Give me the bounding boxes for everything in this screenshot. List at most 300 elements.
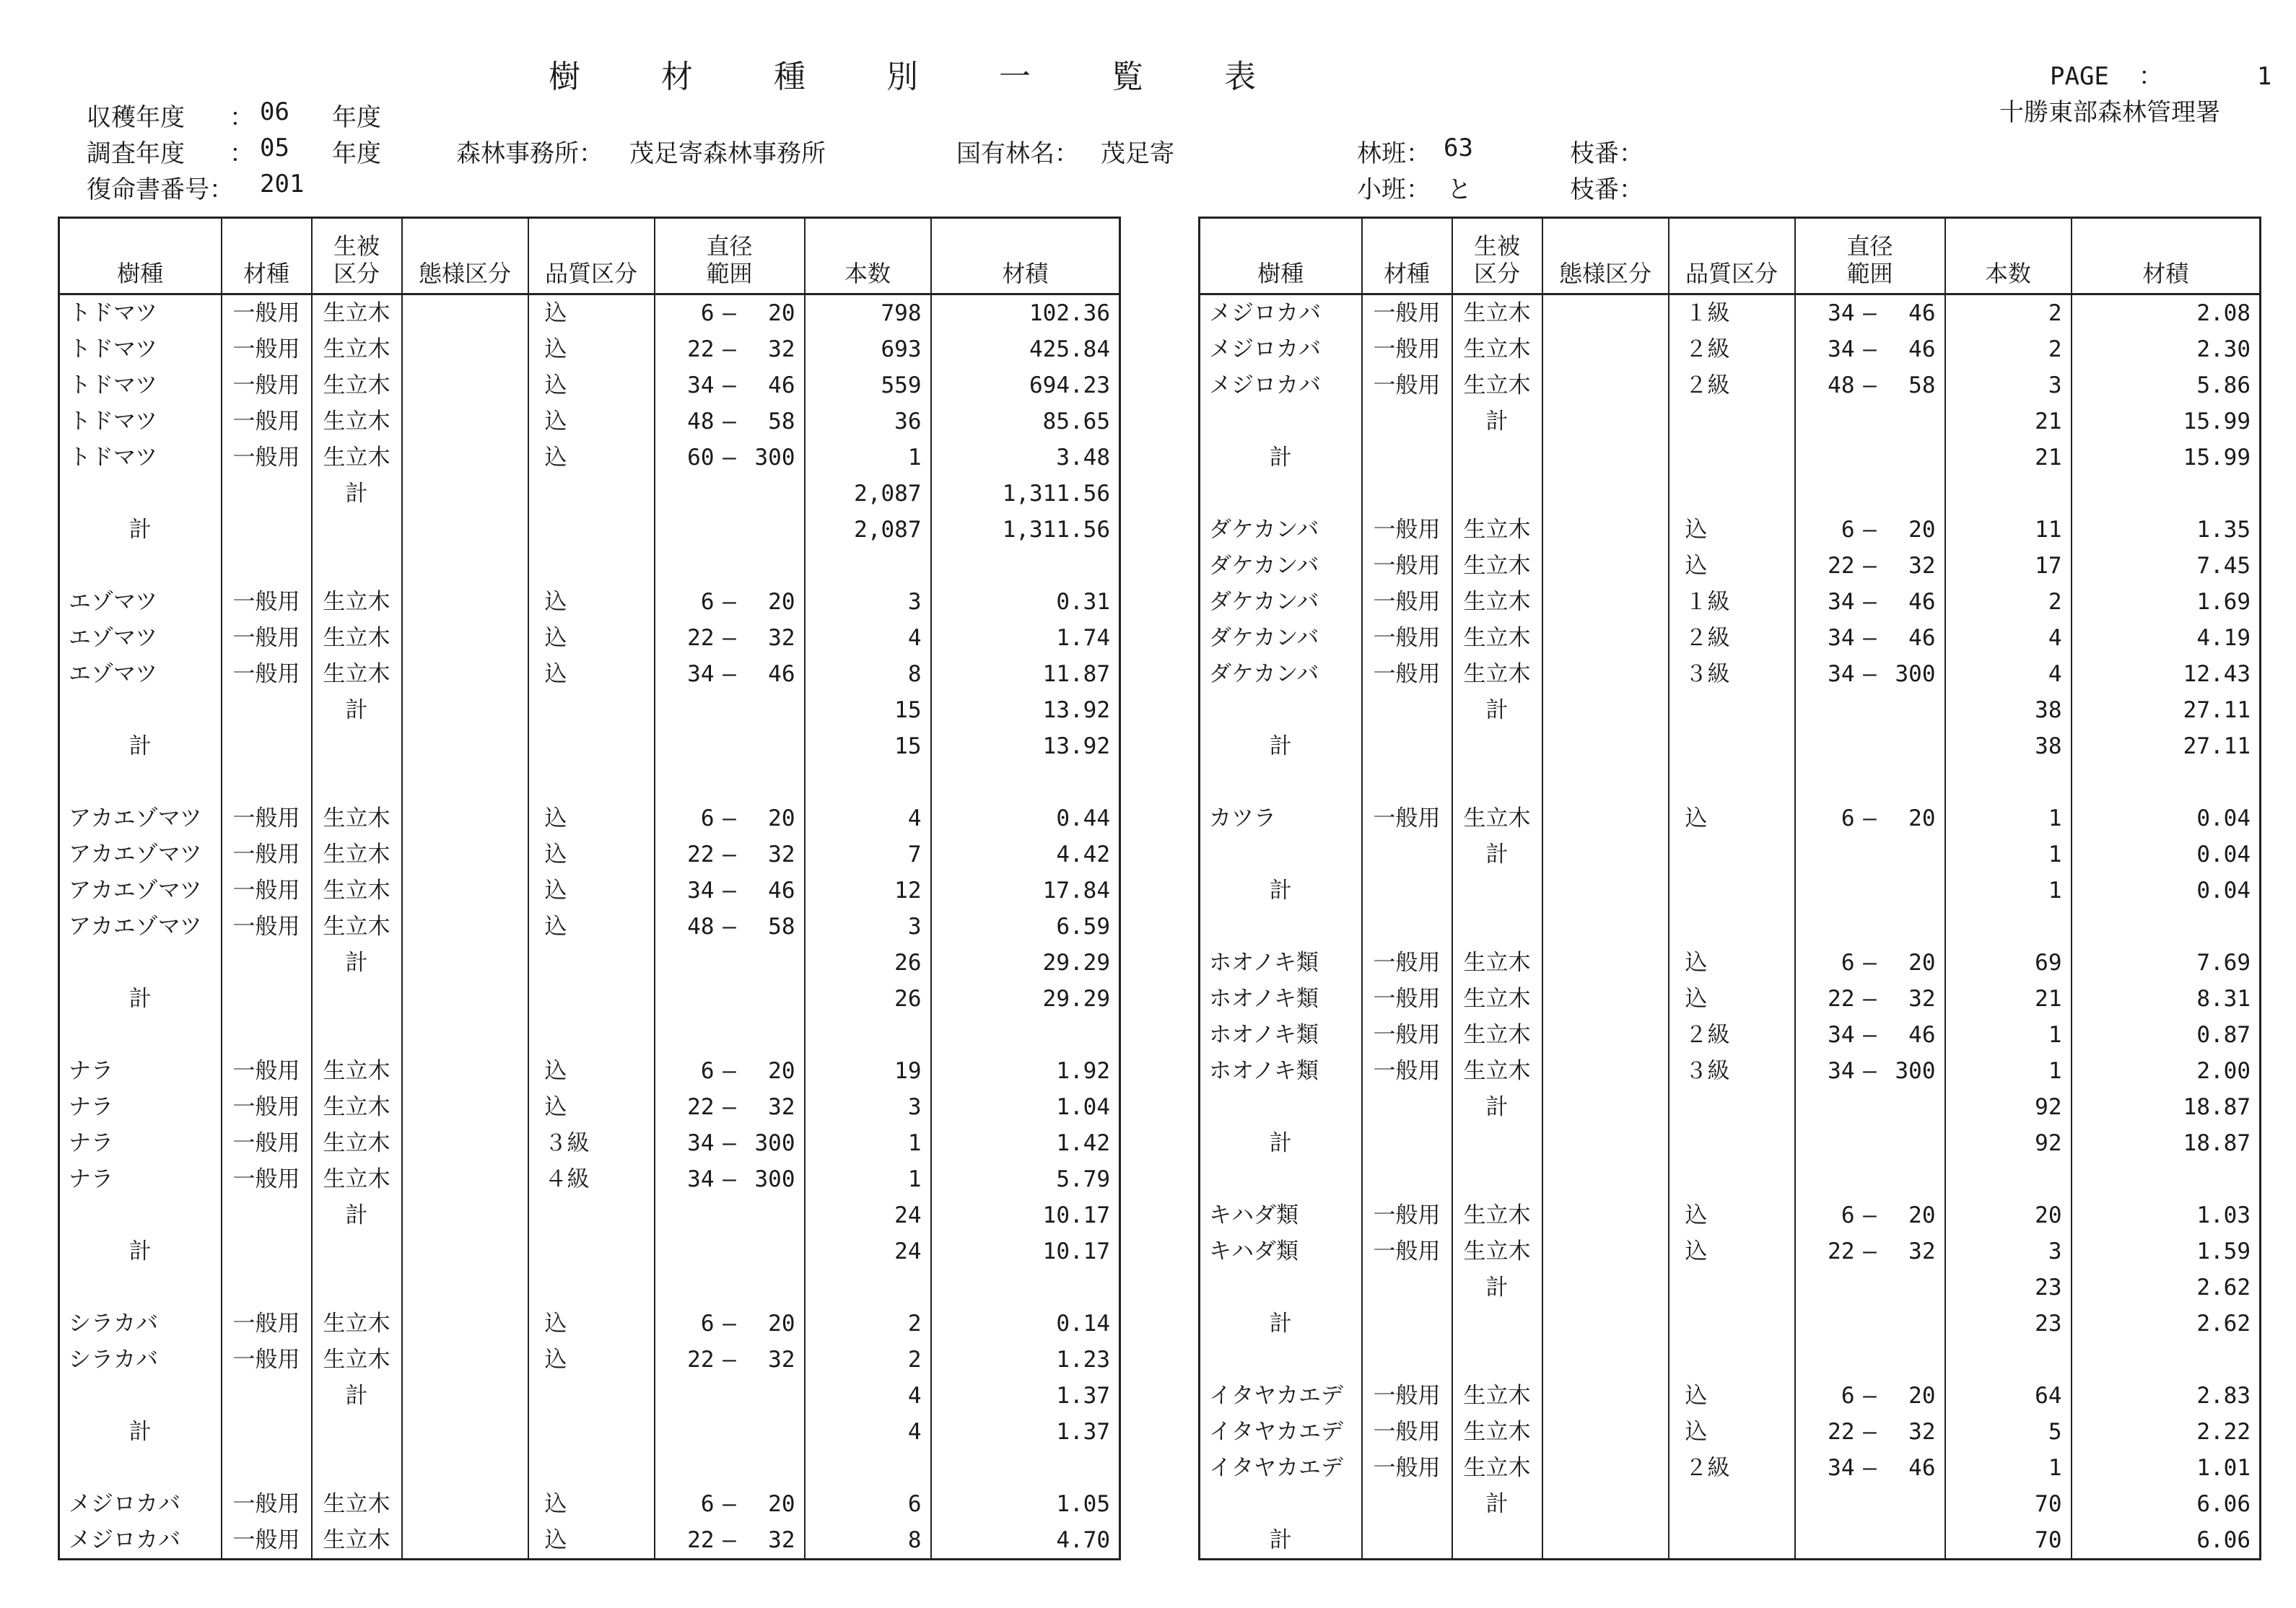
cell-count: 15 — [805, 692, 931, 728]
diameter-min: 34 — [687, 372, 715, 398]
cell-condition — [1542, 836, 1669, 873]
page-indicator — [2050, 56, 2271, 92]
cell-volume: 1.74 — [931, 620, 1120, 656]
cell-volume — [2072, 1342, 2261, 1378]
table-row — [1200, 1342, 2261, 1378]
cell-volume: 27.11 — [2072, 728, 2261, 764]
cell-species: 計 — [128, 1419, 152, 1445]
cell-quality — [1669, 692, 1795, 728]
diameter-min: 22 — [687, 625, 715, 651]
cell-condition — [1542, 692, 1669, 728]
cell-living: 生立木 — [1452, 1450, 1542, 1486]
rinpan-label: 林班： — [1357, 139, 1431, 168]
cell-living: 生立木 — [312, 584, 402, 620]
cell-volume: 8.31 — [2072, 981, 2261, 1017]
cell-material — [1362, 873, 1452, 909]
cell-diameter — [655, 476, 805, 512]
cell-material — [222, 1378, 312, 1414]
diameter-dash: — — [723, 1058, 736, 1084]
forest-office-label: 森林事務所： — [456, 139, 603, 168]
cell-quality: 込 — [528, 800, 655, 836]
cell-diameter — [655, 1270, 805, 1306]
cell-quality: 込 — [528, 331, 655, 367]
cell-material: 一般用 — [222, 1125, 312, 1161]
col-diameter — [655, 218, 805, 294]
table-row — [59, 1197, 1120, 1233]
cell-material — [1362, 692, 1452, 728]
cell-condition — [1542, 331, 1669, 367]
cell-condition — [1542, 1414, 1669, 1450]
diameter-max: 46 — [1908, 589, 1936, 615]
cell-species: ダケカンバ — [1209, 625, 1319, 651]
cell-condition — [402, 692, 528, 728]
diameter-dash: — — [723, 1094, 736, 1120]
cell-material: 一般用 — [1362, 1197, 1452, 1233]
cell-diameter — [655, 728, 805, 764]
cell-volume: 27.11 — [2072, 692, 2261, 728]
cell-count: 798 — [805, 294, 931, 332]
cell-count: 8 — [805, 656, 931, 692]
cell-count: 2 — [1945, 294, 2072, 332]
cell-diameter — [1795, 620, 1945, 656]
cell-condition — [402, 620, 528, 656]
table-row — [1200, 1378, 2261, 1414]
cell-species: メジロカバ — [1209, 300, 1321, 326]
cell-living: 計 — [312, 945, 402, 981]
cell-living: 生立木 — [1452, 800, 1542, 836]
cell-count: 5 — [1945, 1414, 2072, 1450]
table-row — [59, 1450, 1120, 1486]
cell-condition — [402, 440, 528, 476]
diameter-min: 22 — [687, 842, 715, 868]
cell-diameter — [1795, 1270, 1945, 1306]
cell-volume: 1,311.56 — [931, 512, 1120, 548]
cell-species: ダケカンバ — [1209, 589, 1319, 615]
cell-diameter — [655, 1017, 805, 1053]
cell-count: 6 — [805, 1486, 931, 1522]
cell-count: 4 — [805, 800, 931, 836]
diameter-dash: — — [723, 1527, 736, 1553]
cell-condition — [1542, 1378, 1669, 1414]
cell-volume: 0.14 — [931, 1306, 1120, 1342]
cell-diameter — [1795, 1233, 1945, 1270]
cell-condition — [1542, 1486, 1669, 1522]
cell-diameter — [1795, 1342, 1945, 1378]
diameter-max: 32 — [768, 1347, 795, 1373]
table-row — [1200, 909, 2261, 945]
cell-material — [222, 1017, 312, 1053]
cell-count: 1 — [1945, 1450, 2072, 1486]
diameter-dash: — — [723, 842, 736, 868]
cell-living: 生立木 — [312, 367, 402, 403]
cell-species: 計 — [128, 517, 152, 543]
cell-quality — [528, 1270, 655, 1306]
diameter-min: 48 — [687, 408, 715, 434]
cell-quality — [528, 1378, 655, 1414]
cell-count: 23 — [1945, 1270, 2072, 1306]
cell-species: ホオノキ類 — [1209, 986, 1319, 1012]
cell-count: 26 — [805, 981, 931, 1017]
table-row — [1200, 764, 2261, 800]
cell-diameter — [1795, 909, 1945, 945]
cell-species: 計 — [1269, 1130, 1292, 1156]
cell-living: 生立木 — [1452, 1197, 1542, 1233]
cell-quality: 込 — [528, 909, 655, 945]
cell-quality — [1669, 1161, 1795, 1197]
diameter-min: 6 — [1841, 950, 1855, 976]
cell-condition — [402, 584, 528, 620]
cell-material: 一般用 — [222, 1306, 312, 1342]
diameter-max: 46 — [1908, 300, 1936, 326]
survey-year-value: 05 — [260, 134, 289, 162]
cell-condition — [402, 764, 528, 800]
cell-count: 4 — [805, 1414, 931, 1450]
cell-living — [312, 1017, 402, 1053]
diameter-dash: — — [723, 1491, 736, 1517]
cell-condition — [402, 728, 528, 764]
diameter-max: 300 — [1895, 1058, 1936, 1084]
diameter-dash: — — [723, 445, 736, 471]
cell-material: 一般用 — [222, 1161, 312, 1197]
cell-condition — [402, 512, 528, 548]
cell-volume: 1.04 — [931, 1089, 1120, 1125]
cell-condition — [402, 1522, 528, 1560]
cell-living — [1452, 1522, 1542, 1560]
cell-volume: 5.79 — [931, 1161, 1120, 1197]
cell-material: 一般用 — [1362, 800, 1452, 836]
cell-condition — [1542, 367, 1669, 403]
diameter-max: 46 — [1908, 625, 1936, 651]
cell-quality: 込 — [528, 620, 655, 656]
cell-volume: 1.01 — [2072, 1450, 2261, 1486]
col-quality: 品質区分 — [528, 218, 655, 294]
cell-material: 一般用 — [222, 1486, 312, 1522]
cell-count — [805, 1450, 931, 1486]
cell-condition — [402, 294, 528, 332]
cell-diameter — [1795, 728, 1945, 764]
col-material: 材種 — [1362, 218, 1452, 294]
cell-diameter — [655, 1197, 805, 1233]
cell-diameter — [655, 1233, 805, 1270]
cell-species: 計 — [1269, 1527, 1292, 1553]
cell-living — [1452, 1306, 1542, 1342]
cell-quality: 込 — [528, 1053, 655, 1089]
table-row — [1200, 873, 2261, 909]
cell-condition — [402, 1197, 528, 1233]
cell-volume: 2.08 — [2072, 294, 2261, 332]
cell-diameter — [655, 1450, 805, 1486]
diameter-dash: — — [723, 625, 736, 651]
cell-count: 3 — [1945, 1233, 2072, 1270]
diameter-min: 22 — [1828, 553, 1855, 579]
col-condition: 態様区分 — [402, 218, 528, 294]
cell-living — [1452, 873, 1542, 909]
cell-living: 生立木 — [1452, 584, 1542, 620]
cell-diameter — [655, 440, 805, 476]
cell-species — [1200, 1161, 1362, 1197]
cell-volume: 102.36 — [931, 294, 1120, 332]
title-char: 覧 — [1112, 58, 1143, 95]
cell-living — [1452, 909, 1542, 945]
cell-condition — [1542, 1270, 1669, 1306]
diameter-dash: — — [723, 914, 736, 940]
cell-material: 一般用 — [222, 873, 312, 909]
cell-living: 生立木 — [1452, 945, 1542, 981]
cell-species — [1200, 909, 1362, 945]
report-no-label: 復命書番号： — [87, 175, 234, 204]
cell-living: 生立木 — [1452, 331, 1542, 367]
cell-condition — [402, 403, 528, 440]
cell-count: 2 — [1945, 331, 2072, 367]
cell-species: ナラ — [69, 1130, 113, 1156]
cell-living: 生立木 — [312, 440, 402, 476]
cell-volume: 85.65 — [931, 403, 1120, 440]
cell-species: シラカバ — [69, 1347, 158, 1373]
diameter-max: 32 — [1908, 1238, 1936, 1264]
cell-condition — [402, 331, 528, 367]
cell-diameter — [1795, 476, 1945, 512]
cell-living: 生立木 — [1452, 1414, 1542, 1450]
title-char: 材 — [661, 58, 693, 95]
diameter-min: 22 — [1828, 1238, 1855, 1264]
diameter-max: 58 — [768, 914, 795, 940]
table-row — [59, 1486, 1120, 1522]
cell-diameter — [1795, 584, 1945, 620]
diameter-dash: — — [1863, 1022, 1877, 1048]
cell-count: 21 — [1945, 403, 2072, 440]
cell-condition — [1542, 1053, 1669, 1089]
diameter-dash: — — [723, 1166, 736, 1192]
diameter-max: 300 — [1895, 661, 1936, 687]
cell-living: 生立木 — [312, 1306, 402, 1342]
cell-condition — [1542, 620, 1669, 656]
diameter-dash: — — [723, 408, 736, 434]
cell-count: 20 — [1945, 1197, 2072, 1233]
cell-diameter — [1795, 1089, 1945, 1125]
cell-diameter — [655, 1342, 805, 1378]
cell-quality — [1669, 1306, 1795, 1342]
cell-species: メジロカバ — [69, 1527, 180, 1553]
cell-count: 8 — [805, 1522, 931, 1560]
cell-volume: 2.22 — [2072, 1414, 2261, 1450]
cell-volume: 11.87 — [931, 656, 1120, 692]
cell-volume: 2.62 — [2072, 1306, 2261, 1342]
cell-volume: 425.84 — [931, 331, 1120, 367]
cell-volume: 1.37 — [931, 1378, 1120, 1414]
cell-count: 2 — [805, 1342, 931, 1378]
cell-condition — [402, 1414, 528, 1450]
table-row — [59, 1522, 1120, 1560]
cell-condition — [1542, 800, 1669, 836]
cell-volume: 4.70 — [931, 1522, 1120, 1560]
cell-condition — [1542, 1125, 1669, 1161]
cell-living: 計 — [1452, 1089, 1542, 1125]
survey-year-label: 調査年度 — [87, 139, 185, 168]
cell-living: 生立木 — [312, 1522, 402, 1560]
cell-diameter — [1795, 1378, 1945, 1414]
cell-material — [1362, 476, 1452, 512]
cell-quality — [528, 476, 655, 512]
cell-living: 計 — [312, 476, 402, 512]
diameter-dash: — — [1863, 661, 1877, 687]
management-office: 十勝東部森林管理署 — [1999, 98, 2220, 127]
cell-quality: 込 — [1669, 1414, 1795, 1450]
cell-living: 生立木 — [312, 1125, 402, 1161]
cell-living — [312, 512, 402, 548]
cell-volume: 13.92 — [931, 692, 1120, 728]
table-body-right — [1200, 294, 2261, 1560]
survey-year-unit: 年度 — [332, 139, 381, 168]
cell-species: エゾマツ — [69, 661, 158, 687]
cell-living: 生立木 — [312, 1089, 402, 1125]
cell-species — [59, 1197, 222, 1233]
col-quality: 品質区分 — [1669, 218, 1795, 294]
cell-condition — [402, 1378, 528, 1414]
diameter-max: 46 — [1908, 1455, 1936, 1481]
cell-condition — [1542, 1233, 1669, 1270]
diameter-max: 20 — [768, 1491, 795, 1517]
cell-count: 4 — [805, 1378, 931, 1414]
cell-quality — [528, 728, 655, 764]
table-row — [1200, 476, 2261, 512]
cell-count: 70 — [1945, 1522, 2072, 1560]
cell-diameter — [1795, 692, 1945, 728]
cell-count: 21 — [1945, 981, 2072, 1017]
cell-living: 計 — [312, 692, 402, 728]
species-table-left — [58, 217, 1121, 1560]
cell-species: トドマツ — [69, 300, 158, 326]
cell-diameter — [1795, 873, 1945, 909]
diameter-max: 20 — [1908, 1202, 1936, 1228]
cell-volume: 1.23 — [931, 1342, 1120, 1378]
cell-count: 38 — [1945, 692, 2072, 728]
cell-count: 26 — [805, 945, 931, 981]
cell-diameter — [655, 945, 805, 981]
cell-quality: ３級 — [528, 1125, 655, 1161]
cell-material — [1362, 1306, 1452, 1342]
cell-condition — [1542, 909, 1669, 945]
diameter-max: 32 — [768, 336, 795, 362]
cell-living: 生立木 — [312, 294, 402, 332]
cell-condition — [1542, 1089, 1669, 1125]
cell-quality — [1669, 1342, 1795, 1378]
table-row — [1200, 981, 2261, 1017]
table-row — [59, 294, 1120, 332]
table-row — [59, 1017, 1120, 1053]
title-char: 別 — [886, 58, 918, 95]
cell-diameter — [655, 909, 805, 945]
cell-volume: 0.44 — [931, 800, 1120, 836]
cell-species — [1200, 764, 1362, 800]
cell-material: 一般用 — [1362, 1017, 1452, 1053]
cell-species: アカエゾマツ — [69, 914, 202, 940]
cell-diameter — [655, 692, 805, 728]
cell-volume: 1.03 — [2072, 1197, 2261, 1233]
cell-quality: 込 — [528, 1486, 655, 1522]
cell-quality — [528, 1197, 655, 1233]
title-char: 表 — [1224, 58, 1256, 95]
cell-living: 生立木 — [1452, 294, 1542, 332]
cell-material — [222, 1197, 312, 1233]
cell-count: 1 — [805, 1125, 931, 1161]
harvest-year-value: 06 — [260, 97, 289, 126]
diameter-min: 6 — [700, 589, 715, 615]
cell-condition — [1542, 981, 1669, 1017]
cell-species: キハダ類 — [1209, 1202, 1298, 1228]
cell-living: 生立木 — [1452, 1378, 1542, 1414]
cell-quality: ２級 — [1669, 1017, 1795, 1053]
cell-condition — [1542, 1306, 1669, 1342]
cell-diameter — [655, 1306, 805, 1342]
cell-species: ダケカンバ — [1209, 661, 1319, 687]
cell-material: 一般用 — [1362, 294, 1452, 332]
cell-count: 23 — [1945, 1306, 2072, 1342]
table-row — [1200, 1270, 2261, 1306]
cell-diameter — [1795, 1450, 1945, 1486]
table-row — [1200, 1197, 2261, 1233]
cell-material: 一般用 — [1362, 656, 1452, 692]
cell-species: ナラ — [69, 1058, 113, 1084]
cell-count: 64 — [1945, 1378, 2072, 1414]
diameter-min: 34 — [1828, 300, 1855, 326]
table-row — [1200, 331, 2261, 367]
cell-living: 生立木 — [1452, 1017, 1542, 1053]
col-living — [1452, 218, 1542, 294]
cell-species: ホオノキ類 — [1209, 950, 1319, 976]
table-row — [59, 1233, 1120, 1270]
cell-species — [1200, 1270, 1362, 1306]
cell-material — [1362, 764, 1452, 800]
col-diameter-line1: 直径 — [1846, 232, 1893, 260]
col-living-line1: 生被 — [333, 232, 380, 260]
cell-volume: 1.42 — [931, 1125, 1120, 1161]
table-row — [59, 1378, 1120, 1414]
cell-species — [1200, 692, 1362, 728]
report-no-value: 201 — [260, 170, 305, 198]
diameter-min: 22 — [687, 1527, 715, 1553]
table-row — [59, 945, 1120, 981]
diameter-min: 6 — [1841, 1383, 1855, 1409]
cell-diameter — [655, 873, 805, 909]
diameter-min: 6 — [1841, 1202, 1855, 1228]
cell-count: 1 — [805, 440, 931, 476]
cell-species: アカエゾマツ — [69, 842, 202, 868]
cell-volume: 3.48 — [931, 440, 1120, 476]
diameter-max: 300 — [754, 1166, 795, 1192]
rinpan-value: 63 — [1444, 134, 1473, 162]
cell-species: キハダ類 — [1209, 1238, 1298, 1264]
cell-species — [59, 692, 222, 728]
cell-species: ダケカンバ — [1209, 517, 1319, 543]
cell-volume: 2.00 — [2072, 1053, 2261, 1089]
cell-volume: 5.86 — [2072, 367, 2261, 403]
cell-species — [1200, 1342, 1362, 1378]
cell-count — [805, 764, 931, 800]
diameter-dash: — — [1863, 1202, 1877, 1228]
col-diameter-line2: 範囲 — [706, 260, 753, 287]
cell-species: トドマツ — [69, 336, 158, 362]
cell-living: 生立木 — [1452, 367, 1542, 403]
diameter-dash: — — [723, 300, 736, 326]
cell-count — [1945, 1161, 2072, 1197]
cell-quality: ２級 — [1669, 367, 1795, 403]
table-row — [1200, 1450, 2261, 1486]
cell-diameter — [655, 1053, 805, 1089]
col-species: 樹種 — [59, 218, 222, 294]
cell-living — [312, 1233, 402, 1270]
table-row — [59, 1161, 1120, 1197]
cell-volume — [931, 764, 1120, 800]
